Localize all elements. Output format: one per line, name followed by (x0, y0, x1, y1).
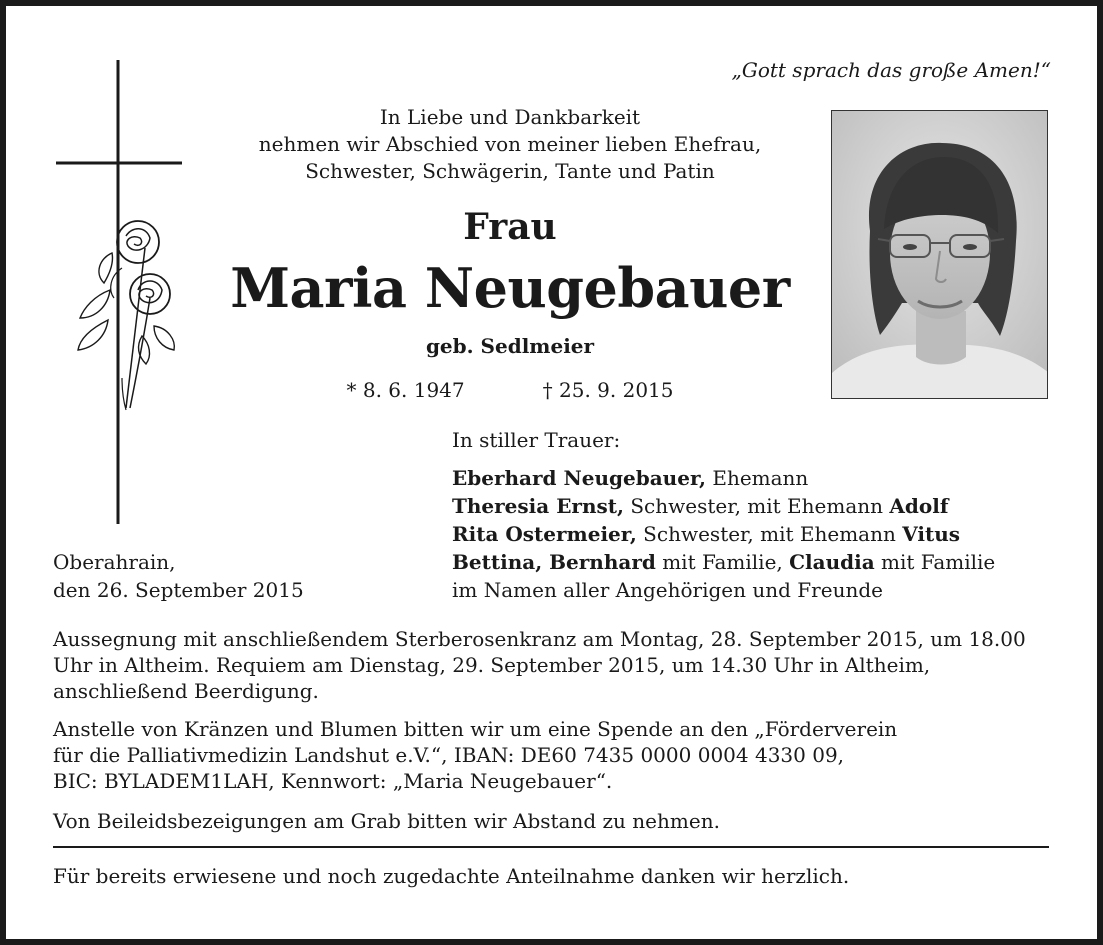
birth-date: * 8. 6. 1947 (346, 378, 465, 402)
donation-paragraph (53, 716, 1053, 794)
mourner-row: Eberhard Neugebauer, Ehemann (452, 466, 809, 490)
funeral-paragraph: Aussegnung mit anschließendem Sterberosenkranz am Montag, 28. September 2015, um 18.00 Uhr in Altheim. Requiem am Dienstag, 29. September 2015, um 14.30 Uhr in Altheim, anschließend Beerdigung. (53, 627, 1026, 703)
portrait-photo (831, 110, 1048, 399)
condolence-paragraph: Von Beileidsbezeigungen am Grab bitten wir Abstand zu nehmen. (53, 809, 720, 833)
thanks-line: Für bereits erwiesene und noch zugedachte Anteilnahme danken wir herzlich. (53, 864, 850, 888)
deceased-name: Maria Neugebauer (230, 256, 790, 320)
salutation: Frau (463, 206, 557, 248)
intro-text (170, 104, 850, 185)
life-dates (170, 378, 850, 402)
mourner-row: Bettina, Bernhard mit Familie, Claudia mit Familie (452, 550, 996, 574)
place-town: Oberahrain, (53, 550, 176, 574)
motto-quote: „Gott sprach das große Amen!“ (731, 58, 1051, 82)
intro-line-1: In Liebe und Dankbarkeit (379, 105, 641, 129)
place-and-date (53, 548, 304, 604)
mourner-row: im Namen aller Angehörigen und Freunde (452, 578, 883, 602)
mourners-heading: In stiller Trauer: (452, 428, 621, 452)
place-date: den 26. September 2015 (53, 578, 304, 602)
mourner-row: Theresia Ernst, Schwester, mit Ehemann Adolf (452, 494, 949, 518)
mourners-list (452, 464, 995, 604)
death-date: † 25. 9. 2015 (542, 378, 674, 402)
donation-line-1: Anstelle von Kränzen und Blumen bitten wir um eine Spende an den „Förderverein (53, 717, 898, 741)
donation-line-2: für die Palliativmedizin Landshut e.V.“, IBAN: DE60 7435 0000 0004 4330 09, (53, 743, 845, 767)
donation-line-3: BIC: BYLADEM1LAH, Kennwort: „Maria Neugebauer“. (53, 769, 613, 793)
divider (53, 846, 1049, 848)
intro-line-2: nehmen wir Abschied von meiner lieben Ehefrau, (258, 132, 762, 156)
birth-name: geb. Sedlmeier (425, 334, 595, 358)
mourner-row: Rita Ostermeier, Schwester, mit Ehemann Vitus (452, 522, 961, 546)
intro-line-3: Schwester, Schwägerin, Tante und Patin (305, 159, 715, 183)
